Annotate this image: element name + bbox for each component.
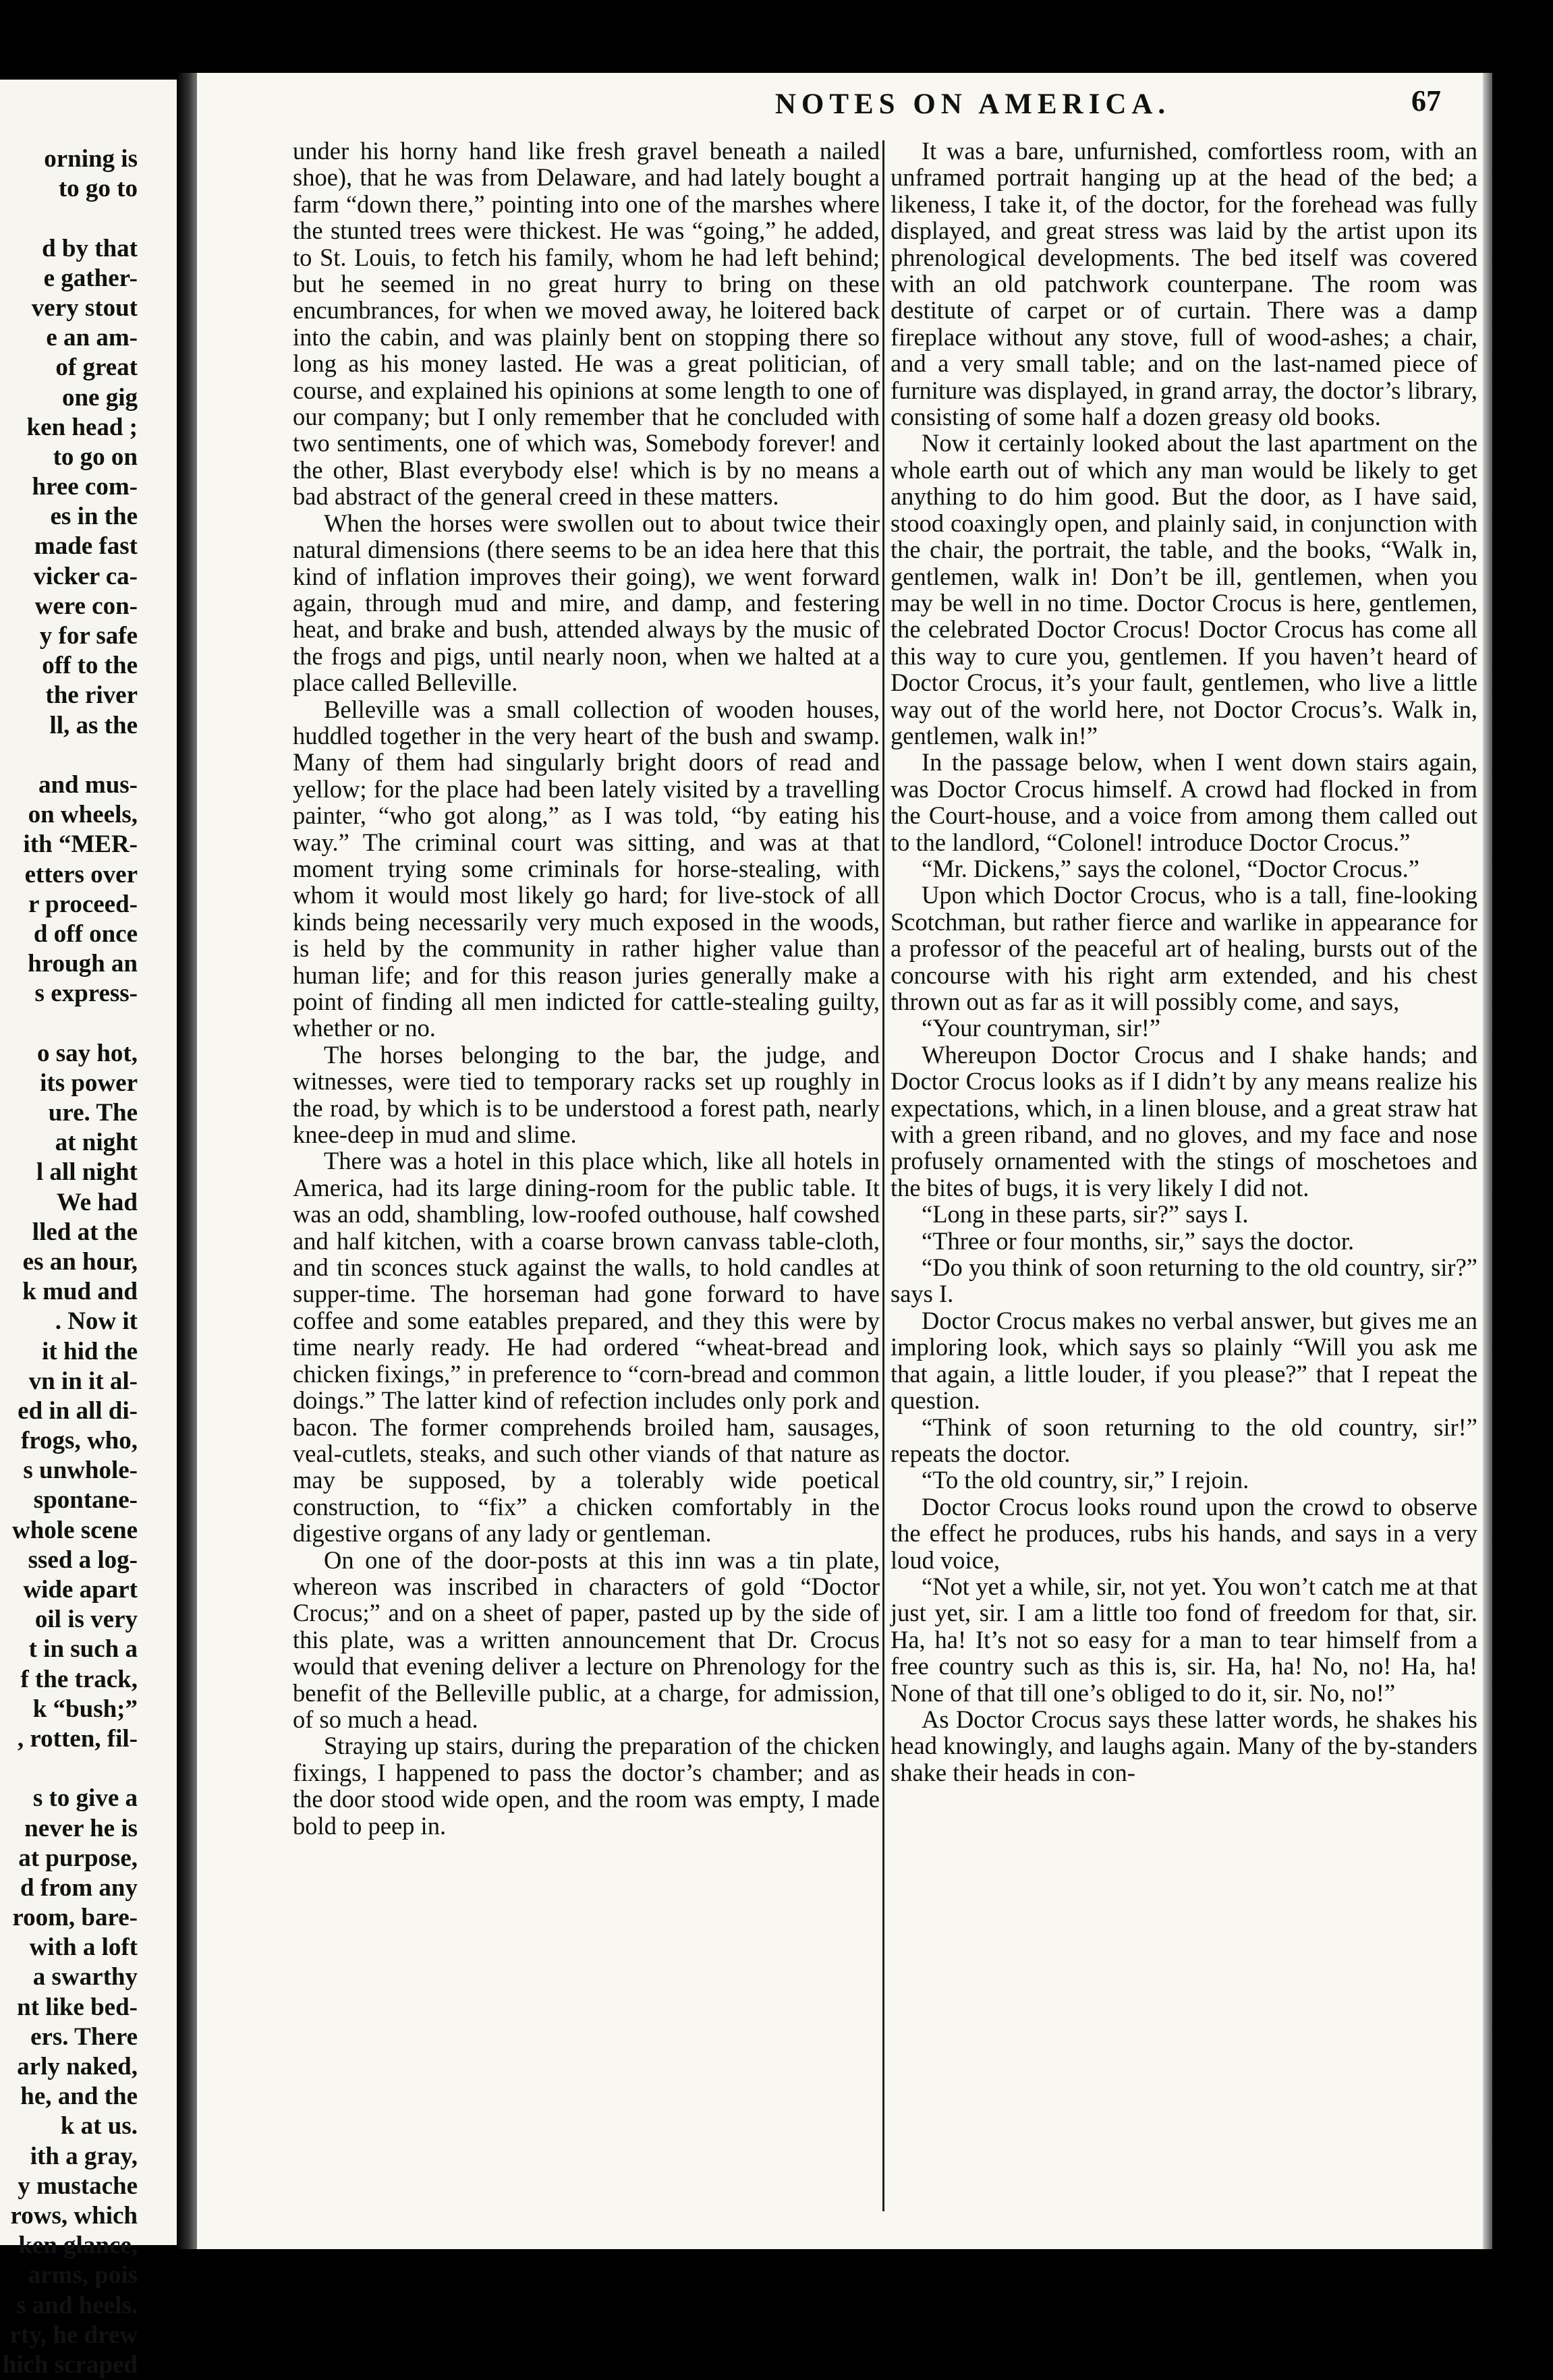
facing-page-line: frogs, who, — [20, 1427, 138, 1455]
facing-page-line: spontane- — [33, 1486, 138, 1514]
facing-page-line: it hid the — [42, 1337, 138, 1365]
facing-page-line: d from any — [20, 1873, 138, 1902]
facing-page-line: off to the — [42, 652, 138, 680]
facing-page-line: k at us. — [60, 2112, 138, 2141]
right-text-column — [891, 138, 1477, 2215]
facing-page-line: d by that — [42, 234, 138, 262]
paragraph: “Think of soon returning to the old country, sir!” repeats the doctor. — [891, 1413, 1477, 1467]
paragraph: “Your countryman, sir!” — [922, 1014, 1161, 1042]
facing-page-line: r proceed- — [28, 890, 138, 918]
facing-page-line: hree com- — [32, 473, 138, 501]
facing-page-line: whole scene — [12, 1516, 138, 1544]
facing-page-line — [0, 204, 138, 233]
paragraph: Upon which Doctor Crocus, who is a tall, fine-looking Scotchman, but rather fierce and warlike in appearance for a professor of the peaceful art of healing, bursts out of the concourse with his right arm extended, and his chest thrown out as far as it will possibly come, and says, — [891, 881, 1477, 1015]
facing-page-line: arms, pois — [28, 2261, 138, 2290]
facing-page-line: its power — [40, 1069, 138, 1097]
column-divider — [882, 140, 884, 2211]
facing-page-line: to go to — [58, 175, 138, 203]
facing-page-line: one gig — [61, 383, 138, 412]
facing-page-line: l all night — [36, 1158, 138, 1187]
paragraph: “Do you think of soon returning to the old country, sir?” says I. — [891, 1253, 1477, 1308]
facing-page-line: at purpose, — [18, 1844, 138, 1872]
facing-page-line: e an am- — [46, 324, 138, 352]
facing-page-line: o say hot, — [36, 1039, 138, 1067]
paragraph: “Three or four months, sir,” says the doctor. — [922, 1226, 1355, 1255]
paragraph: Whereupon Doctor Crocus and I shake hands; and Doctor Crocus looks as if I didn’t by any means realize his expectations, which, in a linen blouse, and a great straw hat with a green riband, and no gloves, and my face and nose profusely ornamented with the stings of moschetoes and the bites of bugs, it is very likely I did not. — [891, 1040, 1477, 1201]
facing-page-line: rty, he drew — [9, 2321, 138, 2349]
facing-page-fragment — [0, 80, 177, 2379]
facing-page-line: oil is very — [34, 1606, 138, 1634]
facing-page-line: on wheels, — [28, 801, 138, 829]
facing-page-line: es in the — [50, 503, 138, 531]
facing-page-line: to go on — [53, 443, 138, 471]
facing-page-line: k mud and — [22, 1278, 138, 1306]
paragraph: “Not yet a while, sir, not yet. You won’t catch me at that just yet, sir. I am a little too fond of freedom for that, sir. Ha, ha! It’s not so easy for a man to tear himself from a free country such as this is, sir. Ha, ha! No, no! Ha, ha! None of that till one’s obliged to do it, sir. No, no!” — [891, 1572, 1477, 1707]
facing-page-line: nt like bed- — [17, 1993, 138, 2021]
facing-page-line: lled at the — [32, 1218, 138, 1246]
paragraph: The horses belonging to the bar, the judge, and witnesses, were tied to temporary racks set up roughly in the road, by which is to be understood a forest path, nearly knee-deep in mud and slime. — [293, 1040, 880, 1149]
facing-page-line: wide apart — [23, 1576, 138, 1604]
facing-page-line: vn in it al- — [28, 1367, 138, 1395]
paragraph: Now it certainly looked about the last apartment on the whole earth out of which any man would be likely to get anything to do him good. But the door, as I have said, stood coaxingly open, and plainly said, in conjunction with the chair, the portrait, the table, and the books, “Walk in, gentlemen, walk in! Don’t be ill, gentlemen, when you may be well in no time. Doctor Crocus is here, gentlemen, the celebrated Doctor Crocus! Doctor Crocus has come all this way to cure you, gentlemen. If you haven’t heard of Doctor Crocus, it’s your fault, gentlemen, who live a little way out of the world here, not Doctor Crocus’s. Walk in, gentlemen, walk in!” — [891, 429, 1477, 749]
paragraph: Doctor Crocus makes no verbal answer, but gives me an imploring look, which says so plainly “Will you ask me that again, a little louder, if you please?” that I repeat the question. — [891, 1306, 1477, 1415]
facing-page-line: never he is — [24, 1814, 138, 1842]
paragraph: Straying up stairs, during the preparation of the chicken fixings, I happened to pass the doctor’s chamber; and as the door stood wide open, and the room was empty, I made bold to peep in. — [293, 1732, 880, 1840]
facing-page-line: very stout — [31, 293, 138, 322]
paragraph: Doctor Crocus looks round upon the crowd to observe the effect he produces, rubs his hands, and says in a very loud voice, — [891, 1492, 1477, 1574]
paragraph: On one of the door-posts at this inn was a tin plate, whereon was inscribed in characters of gold “Doctor Crocus;” and on a sheet of paper, pasted up by the side of this plate, was a written announcement that Dr. Crocus would that evening deliver a lecture on Phrenology for the benefit of the Belleville public, at a charge, for admission, of so much a head. — [293, 1546, 880, 1733]
page-edge — [1483, 73, 1492, 2249]
page-number: 67 — [1411, 84, 1441, 117]
facing-page-line: arly naked, — [17, 2053, 138, 2080]
facing-page-line: ken head ; — [26, 413, 138, 441]
facing-page-line: e gather- — [43, 264, 138, 292]
facing-page-line — [0, 1754, 138, 1784]
facing-page-line: y for safe — [39, 622, 138, 650]
paragraph: Belleville was a small collection of wooden houses, huddled together in the very heart of the bush and swamp. Many of them had singularly bright doors of read and yellow; for the place had been lately visited by a travelling painter, “who got along,” as I was told, “by eating his way.” The criminal court was sitting, and was at that moment trying some criminals for horse-stealing, with whom it would most likely go hard; for live-stock of all kinds being necessarily very much exposed in the woods, is held by the community in rather higher value than human life; and for this reason juries generally make a point of finding all men indicted for cattle-stealing guilty, whether or no. — [293, 695, 880, 1042]
facing-page-line: ed in all di- — [18, 1396, 138, 1425]
facing-page-line: ure. The — [48, 1099, 138, 1127]
facing-page-line: room, bare- — [12, 1904, 138, 1932]
facing-page-line: vicker ca- — [33, 562, 138, 590]
facing-page-line: he, and the — [20, 2082, 138, 2111]
paragraph: It was a bare, unfurnished, comfortless room, with an unframed portrait hanging up at the head of the bed; a likeness, I take it, of the doctor, for the forehead was fully displayed, and great stress was laid by the artist upon its phrenological developments. The bed itself was covered with an old patchwork counterpane. The room was destitute of carpet or of curtain. There was a damp fireplace without any stove, full of wood-ashes; a chair, and a very small table; and on the last-named piece of furniture was displayed, in grand array, the doctor’s library, consisting of some half a dozen greasy old books. — [891, 137, 1477, 431]
facing-page-line: ith “MER- — [23, 830, 138, 859]
facing-page-line: with a loft — [29, 1933, 138, 1962]
facing-page-line: of great — [55, 353, 138, 382]
facing-page-line: s and heels. — [16, 2291, 138, 2319]
paragraph: In the passage below, when I went down stairs again, was Doctor Crocus himself. A crowd had flocked in from the Court-house, and a voice from among them called out to the landlord, “Colonel! introduce Doctor Crocus.” — [891, 748, 1477, 856]
facing-page-line: rows, which — [10, 2201, 138, 2230]
facing-page-line: ith a gray, — [30, 2142, 138, 2170]
paragraph: under his horny hand like fresh gravel beneath a nailed shoe), that he was from Delaware, and had lately bought a farm “down there,” pointing into one of the marshes where the stunted trees were thickest. He was “going,” he added, to St. Louis, to fetch his family, whom he had left behind; but he seemed in no great hurry to bring on these encumbrances, for when we moved away, he loitered back into the cabin, and was plainly bent on stopping there so long as his money lasted. He was a great politician, of course, and explained his opinions at some length to one of our company; but I only remember that he concluded with two sentiments, one of which was, Somebody forever! and the other, Blast everybody else! which is by no means a bad abstract of the general creed in these matters. — [293, 137, 880, 511]
facing-page-line: ssed a log- — [28, 1546, 138, 1574]
facing-page-line: were con- — [34, 592, 138, 620]
facing-page-line — [0, 1009, 138, 1038]
facing-page-line: ken glance, — [18, 2232, 138, 2260]
paragraph: As Doctor Crocus says these latter words, he shakes his head knowingly, and laughs again. Many of the by-standers shake their heads in con- — [891, 1705, 1477, 1786]
facing-page-text — [0, 80, 177, 2380]
facing-page-line: made fast — [34, 532, 138, 561]
facing-page-line: t in such a — [28, 1635, 138, 1664]
book-gutter — [177, 73, 197, 2249]
facing-page-line: hich scraped — [2, 2350, 138, 2379]
facing-page-line: orning is — [44, 145, 138, 173]
facing-page-line: a swarthy — [32, 1963, 138, 1991]
running-title: NOTES ON AMERICA. — [774, 88, 1171, 120]
paragraph: “To the old country, sir,” I rejoin. — [922, 1466, 1249, 1494]
facing-page-line: es an hour, — [22, 1247, 138, 1276]
facing-page-line: , rotten, fil- — [17, 1724, 138, 1753]
facing-page-line: s unwhole- — [23, 1456, 138, 1485]
paragraph: There was a hotel in this place which, like all hotels in America, had its large dining-room for the public table. It was an odd, shambling, low-roofed outhouse, half cowshed and half kitchen, with a coarse brown canvass table-cloth, and tin sconces stuck against the walls, to hold candles at supper-time. The horseman had gone forward to have coffee and some eatables prepared, and they this were by time nearly ready. He had ordered “wheat-bread and chicken fixings,” in preference to “corn-bread and common doings.” The latter kind of refection includes only pork and bacon. The former comprehends broiled ham, sausages, veal-cutlets, steaks, and such other viands of that nature as may be supposed, by a tolerably wide poetical construction, to “fix” a chicken comfortably in the digestive organs of any lady or gentleman. — [293, 1147, 880, 1548]
facing-page-line: d off once — [33, 919, 138, 948]
facing-page-line: at night — [55, 1129, 138, 1157]
facing-page-line: f the track, — [20, 1665, 138, 1693]
paragraph: When the horses were swollen out to about twice their natural dimensions (there seems to be an idea here that this kind of inflation improves their going), we went forward again, through mud and mire, and damp, and festering heat, and brake and bush, attended always by the music of the frogs and pigs, until nearly noon, when we halted at a place called Belleville. — [293, 509, 880, 697]
facing-page-line: y mustache — [18, 2172, 138, 2200]
paragraph: “Long in these parts, sir?” says I. — [922, 1200, 1249, 1228]
facing-page-line — [0, 741, 138, 770]
facing-page-line: k “bush;” — [32, 1695, 138, 1723]
facing-page-line: s to give a — [32, 1784, 138, 1813]
facing-page-line: ers. There — [30, 2022, 138, 2051]
book-page — [197, 73, 1492, 2249]
facing-page-line: ll, as the — [49, 711, 138, 739]
facing-page-line: . Now it — [55, 1307, 138, 1336]
facing-page-line: and mus- — [38, 770, 138, 799]
facing-page-line: the river — [45, 681, 138, 710]
facing-page-line: hrough an — [28, 950, 138, 978]
facing-page-line: s express- — [34, 980, 138, 1008]
paragraph: “Mr. Dickens,” says the colonel, “Doctor Crocus.” — [922, 854, 1419, 882]
left-text-column — [293, 138, 880, 2215]
facing-page-line: etters over — [24, 860, 138, 888]
facing-page-line: We had — [56, 1188, 138, 1216]
